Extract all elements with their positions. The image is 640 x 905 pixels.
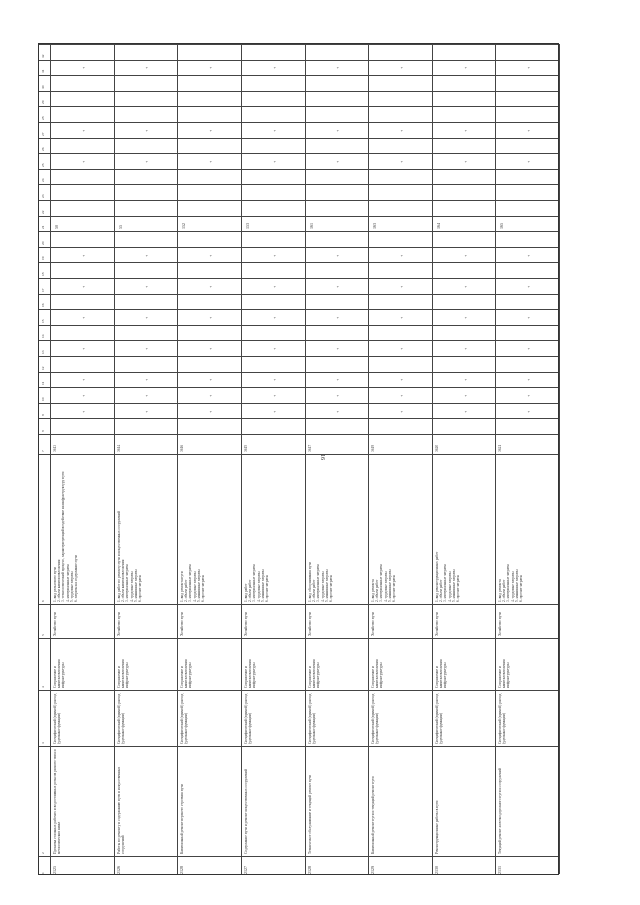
cell-mark: + — [80, 67, 86, 70]
cell-mark: + — [271, 160, 277, 163]
cell-mark: + — [398, 394, 404, 397]
cell-category: Сопряжение и капиталовложения инфраструктуры — [498, 658, 511, 688]
cell-mark: + — [526, 316, 532, 319]
column-number: 22 — [41, 210, 45, 214]
cell-mark: + — [335, 316, 341, 319]
cell-name: Работы по ремонту и содержанию пути и искусственных сооружений — [116, 765, 125, 854]
cell-num21: 152 — [181, 223, 187, 230]
column-number: 3 — [41, 742, 45, 744]
cell-mark: + — [80, 347, 86, 351]
column-number: 20 — [41, 241, 45, 245]
cell-mark: + — [335, 129, 341, 132]
cell-mark: + — [208, 67, 214, 70]
cell-desc: 1. вид работ по ремонту пути и искусственных сооружений 2. объем капиталовложения 3. материальные затраты 4. трудовые затраты 5. машинные затраты 6. прочие затраты — [116, 510, 142, 602]
cell-group: Хозяйство пути — [307, 612, 312, 636]
cell-unit: 3621 — [498, 444, 503, 452]
cell-name: Текущий ремонт железнодорожного пути и сооружений — [498, 768, 503, 854]
column-number: 8 — [41, 430, 45, 432]
cell-name: Содержание пути и ремонт искусственных сооружений — [243, 768, 248, 854]
column-number: 10 — [41, 397, 45, 401]
cell-group: Хозяйство пути — [434, 612, 439, 636]
cell-mark: + — [271, 254, 277, 257]
cell-mark: + — [271, 129, 277, 132]
column-number: 15 — [41, 319, 45, 323]
column-number: 7 — [41, 450, 45, 452]
cell-num21: 50 — [54, 225, 59, 230]
cell-mark: + — [335, 160, 341, 163]
column-number: 13 — [41, 350, 45, 354]
cell-mark: + — [462, 347, 468, 351]
cell-group: Хозяйство пути — [498, 612, 503, 636]
page-number: 16 — [319, 454, 325, 460]
column-number: 9 — [41, 414, 45, 417]
cell-unit: 3617 — [307, 444, 312, 452]
cell-desc: 1. вид ремонта 2. объем работ 3. материальные затраты 4. трудовые затраты 5. машинные затраты 6. прочие затраты — [498, 564, 524, 602]
cell-mark: + — [80, 254, 86, 257]
cell-mark: + — [335, 379, 341, 382]
cell-mark: + — [526, 394, 532, 397]
cell-mark: + — [208, 379, 214, 382]
cell-category: Сопряжение и капиталовложения инфраструктуры — [434, 658, 448, 688]
cell-group: Хозяйство пути — [116, 612, 121, 636]
cell-mark: + — [271, 347, 277, 351]
cell-mark: + — [144, 379, 150, 382]
column-number: 12 — [41, 366, 45, 370]
cell-mark: + — [335, 285, 341, 288]
cell-desc: 1. вид работ 2. объем работ 3. материальные затраты 4. трудовые затраты 5. машинные затраты 6. прочие затраты — [243, 564, 269, 602]
cell-mark: + — [208, 410, 214, 413]
cell-mark: + — [335, 410, 341, 413]
cell-mark: + — [208, 254, 214, 257]
cell-mark: + — [526, 410, 532, 413]
cell-mark: + — [271, 379, 277, 382]
cell-mark: + — [335, 394, 341, 397]
cell-mark: + — [80, 379, 86, 382]
cell-mark: + — [144, 347, 150, 351]
cell-unit: 3616 — [180, 444, 185, 452]
cell-mark: + — [398, 67, 404, 70]
column-number: 31 — [41, 69, 45, 74]
cell-num21: 55 — [117, 225, 123, 230]
cell-unit: 3613 — [53, 444, 57, 452]
cell-mark: + — [462, 379, 468, 382]
cell-mark: + — [80, 316, 86, 319]
column-number: 28 — [41, 116, 45, 120]
cell-mark: + — [271, 410, 277, 413]
cell-okpd: Специфический (прямой) расход (удельные функции) — [243, 692, 253, 744]
cell-mark: + — [144, 285, 150, 288]
column-number: 23 — [41, 194, 45, 198]
cell-okpd: Специфический (прямой) расход (удельные функции) — [371, 692, 380, 744]
cell-mark: + — [144, 316, 150, 319]
cell-mark: + — [271, 316, 277, 319]
cell-mark: + — [80, 160, 86, 163]
cell-unit: 3619 — [371, 444, 376, 452]
cell-mark: + — [271, 67, 277, 70]
header-column — [39, 44, 51, 874]
cell-mark: + — [462, 316, 468, 319]
cell-mark: + — [144, 394, 150, 397]
cell-unit: 3620 — [434, 444, 439, 452]
column-number: 1 — [41, 872, 45, 874]
cell-mark: + — [462, 160, 468, 163]
cell-mark: + — [335, 67, 341, 70]
column-number: 4 — [41, 686, 45, 688]
data-table — [38, 43, 559, 875]
cell-code: 2126 — [115, 866, 121, 874]
column-number: 16 — [41, 303, 45, 308]
cell-code: 2125 — [52, 866, 57, 874]
column-number: 17 — [41, 288, 45, 292]
cell-mark: + — [526, 67, 532, 70]
cell-desc: 1. вид реконструкционных работ 2. объем работ 3. материальные затраты 4. трудовые затраты 5. машинные затраты 6. прочие затраты — [434, 551, 460, 602]
cell-okpd: Специфический (прямой) расход (удельные функции) — [307, 692, 316, 744]
cell-num21: 161 — [308, 223, 314, 230]
cell-okpd: Специфический (прямой) расход (удельные функции) — [116, 692, 125, 744]
cell-mark: + — [398, 379, 404, 382]
cell-group: Хозяйство пути — [371, 612, 376, 636]
cell-mark: + — [208, 285, 214, 288]
column-number: 21 — [41, 225, 45, 230]
cell-mark: + — [398, 129, 404, 132]
cell-mark: + — [526, 129, 532, 132]
cell-category: Сопряжение и капиталовложения инфраструктуры — [116, 658, 130, 688]
cell-group: Хозяйство пути — [53, 612, 57, 636]
cell-num21: 164 — [435, 223, 441, 230]
column-number: 27 — [41, 132, 45, 136]
cell-mark: + — [208, 129, 214, 132]
cell-category: Сопряжение и капиталовложения инфраструктуры — [53, 658, 66, 688]
cell-code: 2131 — [497, 866, 503, 874]
cell-mark: + — [208, 160, 214, 163]
cell-category: Сопряжение и капиталовложения инфраструктуры — [371, 658, 384, 688]
cell-mark: + — [144, 410, 150, 413]
cell-name: Прокатка стальных рабочих и водоотливных рельсов разного типа и металлических шпал — [53, 748, 62, 854]
column-number: 25 — [41, 163, 45, 167]
cell-okpd: Специфический (прямой) расход (удельные функции) — [434, 692, 443, 744]
cell-code: 2128 — [179, 866, 185, 874]
cell-mark: + — [271, 394, 277, 397]
cell-mark: + — [271, 285, 277, 288]
column-number: 32 — [41, 54, 45, 58]
cell-num21: 163 — [372, 223, 378, 230]
cell-mark: + — [462, 394, 468, 397]
cell-mark: + — [398, 347, 404, 351]
cell-num21: 165 — [499, 223, 505, 230]
cell-mark: + — [398, 254, 404, 257]
cell-mark: + — [144, 254, 150, 257]
cell-mark: + — [526, 379, 532, 382]
cell-mark: + — [208, 347, 214, 351]
cell-code: 2128 — [306, 866, 312, 874]
cell-code: 2130 — [433, 866, 439, 874]
cell-mark: + — [208, 394, 214, 397]
column-number: 14 — [41, 334, 45, 339]
cell-mark: + — [208, 316, 214, 319]
cell-unit: 3615 — [243, 444, 248, 452]
cell-mark: + — [526, 347, 532, 351]
cell-mark: + — [335, 347, 341, 351]
cell-name: Капитальный ремонт пути и текущий ремонт пути — [371, 776, 376, 854]
cell-desc: 1. вид рельсового пути 2. объем капиталовложения 3. технологический процесс, характеризующий воздействие на инфраструктуру пути 4. материальные затраты 5. трудовые затраты 6. затраты на содержание пути — [53, 471, 79, 602]
cell-mark: + — [526, 160, 532, 163]
cell-name: Техническое обслуживание и текущий ремонт пути — [307, 774, 312, 854]
cell-code: 2127 — [242, 866, 248, 874]
cell-mark: + — [80, 410, 86, 413]
cell-mark: + — [398, 316, 404, 319]
cell-mark: + — [526, 254, 532, 257]
cell-mark: + — [144, 129, 150, 132]
cell-desc: 1. вид ремонта пути 2. объем работ 3. материальные затраты 4. трудовые затраты 5. машинные затраты 6. прочие затраты — [180, 564, 206, 602]
cell-category: Сопряжение и капиталовложения инфраструктуры — [243, 658, 257, 688]
cell-unit: 3614 — [116, 444, 121, 452]
cell-name: Капитальный ремонт верхнего строения пути — [180, 784, 185, 854]
cell-code: 2129 — [370, 866, 376, 874]
cell-mark: + — [398, 410, 404, 413]
cell-mark: + — [335, 254, 341, 257]
cell-category: Сопряжение и капиталовложения инфраструктуры — [180, 658, 193, 688]
cell-okpd: Специфический (прямой) расход (удельные функции) — [498, 692, 507, 744]
column-number: 2 — [41, 852, 45, 854]
cell-num21: 153 — [244, 223, 250, 230]
cell-mark: + — [398, 160, 404, 163]
cell-mark: + — [462, 129, 468, 132]
cell-group: Хозяйство пути — [243, 612, 248, 636]
column-number: 30 — [41, 85, 45, 89]
column-number: 6 — [41, 600, 45, 602]
column-number: 11 — [41, 381, 45, 386]
column-number: 19 — [41, 256, 45, 261]
column-number: 5 — [41, 634, 45, 636]
column-number: 29 — [41, 100, 45, 105]
cell-mark: + — [80, 394, 86, 397]
cell-name: Реконструкционные работы в пути — [434, 800, 439, 854]
cell-mark: + — [144, 160, 150, 163]
column-number: 26 — [41, 147, 45, 152]
cell-desc: 1. вид ремонта 2. объем работ 3. материальные затраты 4. трудовые затраты 5. машинные затраты 6. прочие затраты — [371, 564, 397, 602]
cell-desc: 1. вид обслуживания пути 2. объем работ 3. материальные затраты 4. трудовые затраты 5. машинные затраты 6. прочие затраты — [307, 562, 333, 602]
cell-mark: + — [462, 285, 468, 288]
cell-mark: + — [80, 285, 86, 288]
cell-okpd: Специфический (прямой) расход (удельные функции) — [180, 692, 189, 744]
cell-mark: + — [462, 410, 468, 413]
cell-mark: + — [398, 285, 404, 288]
cell-group: Хозяйство пути — [180, 612, 185, 636]
column-number: 24 — [41, 178, 45, 183]
cell-mark: + — [526, 285, 532, 288]
column-number: 18 — [41, 272, 45, 276]
cell-mark: + — [80, 129, 86, 132]
cell-mark: + — [462, 254, 468, 257]
cell-mark: + — [462, 67, 468, 70]
cell-mark: + — [144, 67, 150, 70]
cell-okpd: Специфический (прямой) расход (удельные функции) — [53, 692, 62, 744]
cell-category: Сопряжение и капиталовложения инфраструктуры — [307, 658, 320, 688]
